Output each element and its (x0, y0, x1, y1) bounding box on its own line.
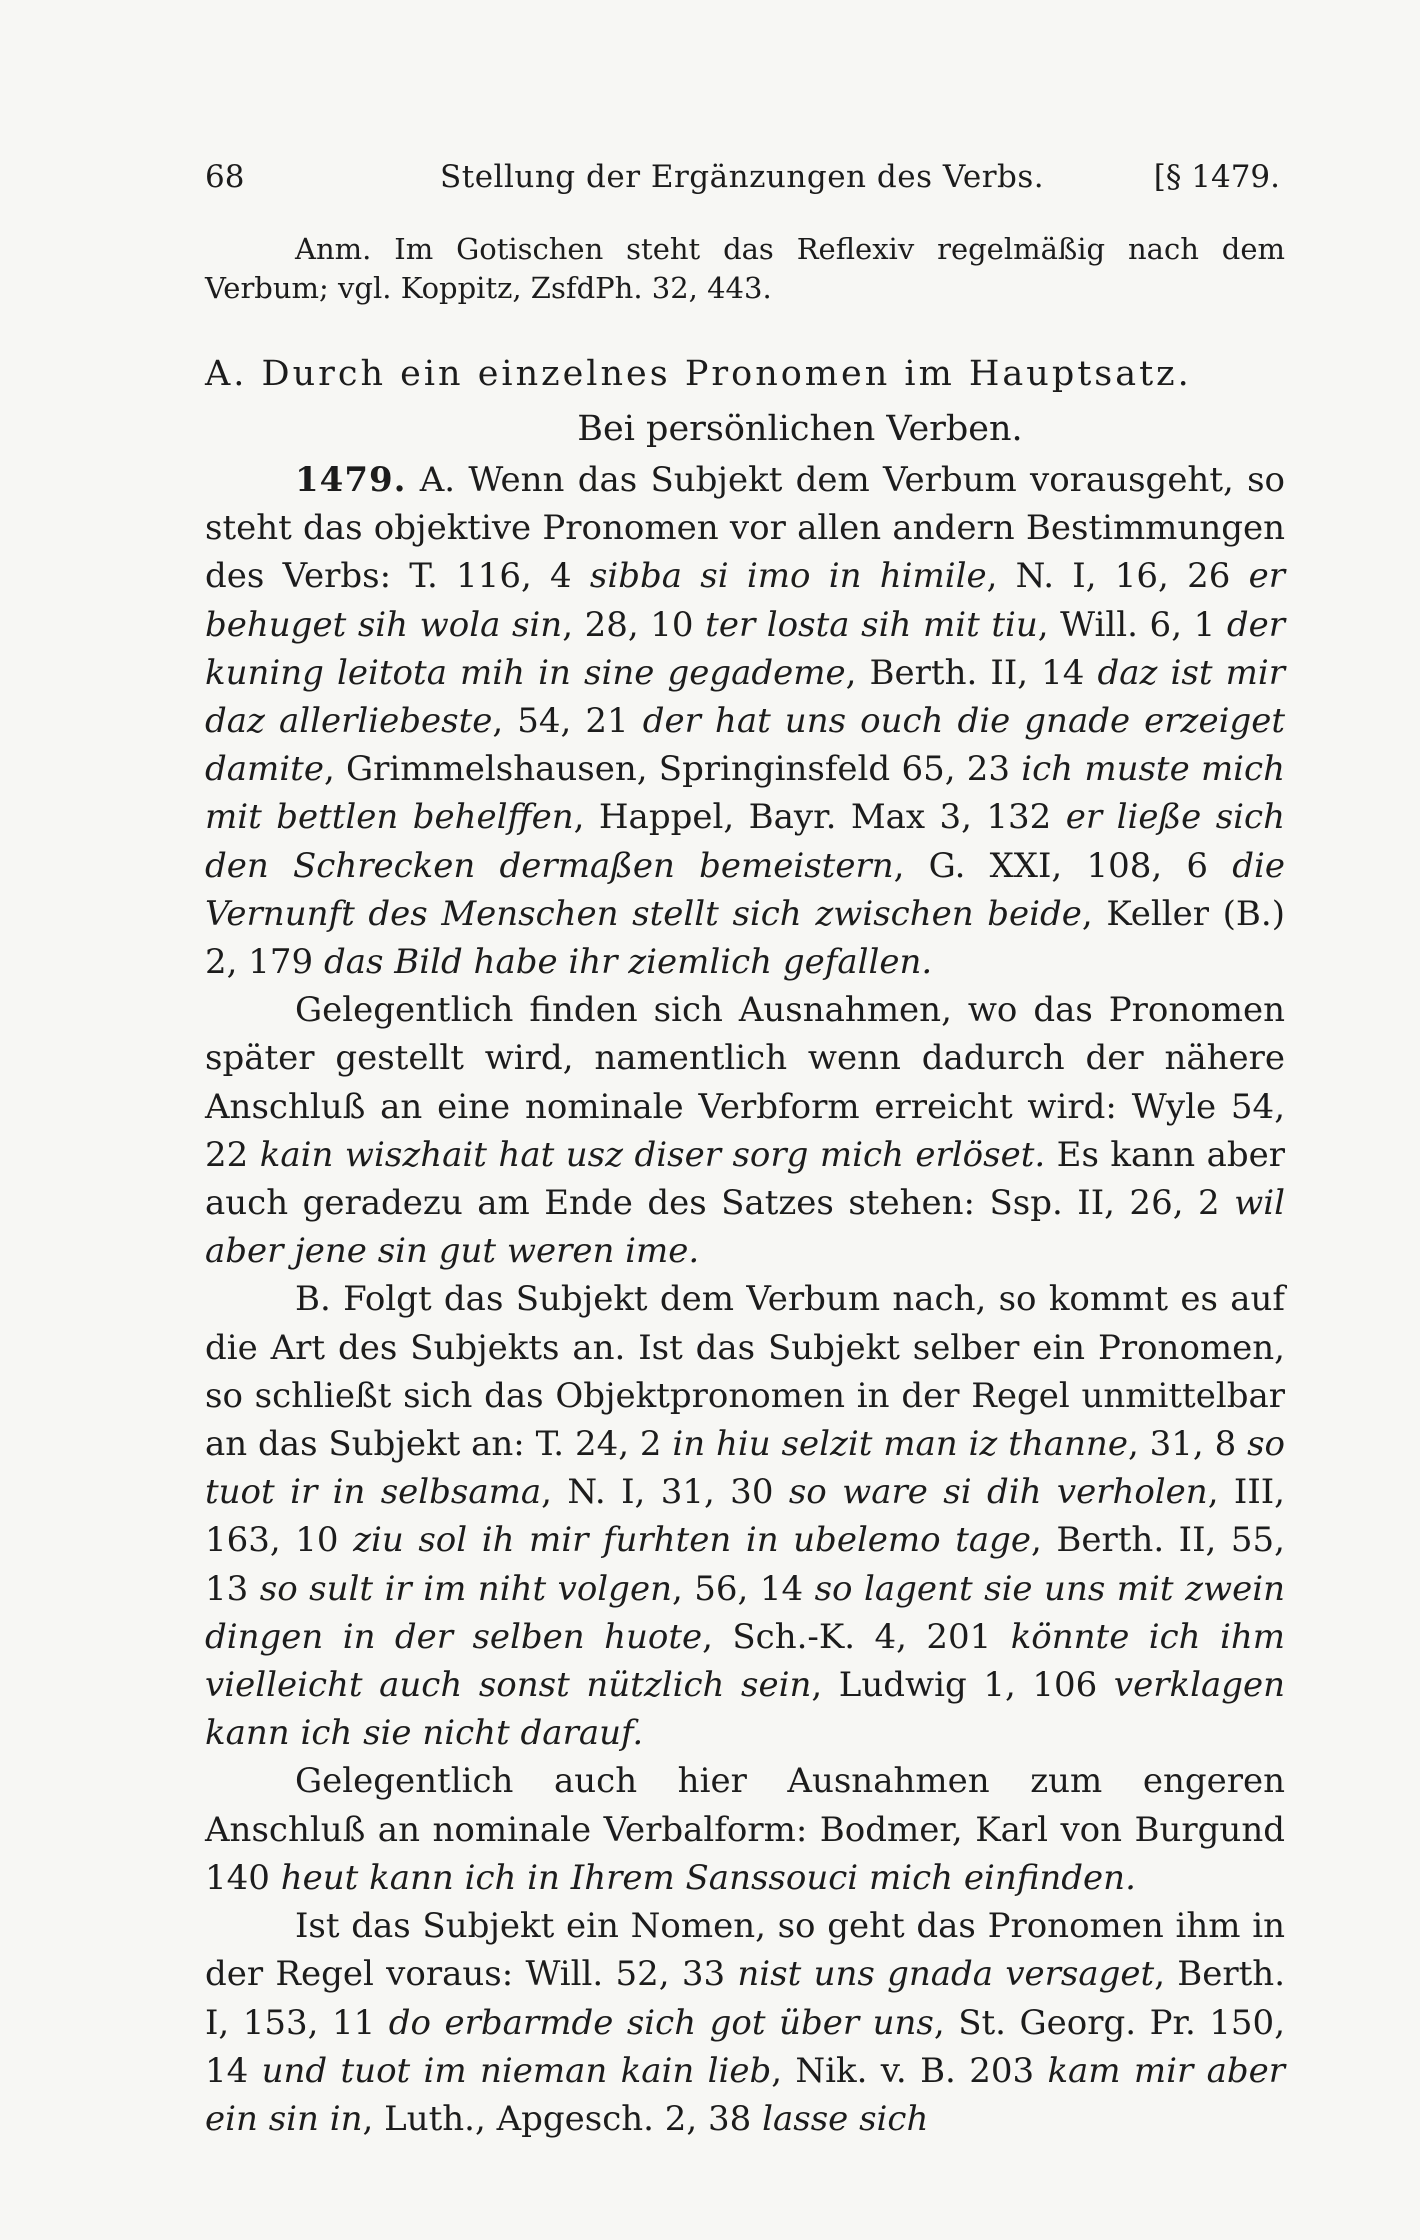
quoted-example: sibba si imo in himile (589, 556, 987, 597)
quoted-example: ich muste mich mit bettlen behelffen (205, 749, 1285, 838)
quoted-example: kam mir aber ein sin in (205, 2050, 1285, 2139)
annotation-label: Anm. (295, 232, 372, 266)
text-segment: , Berth. II, 55, 13 (205, 1520, 1285, 1609)
section-number: 1479. (295, 460, 407, 500)
text-segment: , Berth. II, 14 (845, 652, 1098, 693)
quoted-example: und tuot im nieman kain lieb (261, 2050, 772, 2091)
annotation-text: Im Gotischen steht das Reflexiv regelmäßig nach dem Verbum; vgl. Koppitz, ZsfdPh. 32, 443. (205, 232, 1286, 305)
text-segment: , Sch.-K. 4, 201 (702, 1616, 1011, 1657)
quoted-example: in hiu selzit man iz thanne (672, 1424, 1128, 1465)
quoted-example: die Vernunft des Menschen stellt sich zwischen beide (205, 845, 1285, 934)
quoted-example: nist uns gnada versaget (737, 1954, 1155, 1995)
quoted-example: do erbarmde sich got über uns (388, 2002, 934, 2043)
text-segment: A. Wenn das Subjekt dem Verbum vorausgeht, so steht das objektive Pronomen vor allen andern Bestimmungen des Verbs: T. 116, 4 (205, 460, 1285, 597)
quoted-example: daz ist mir daz allerliebeste (205, 652, 1286, 742)
text-segment: Ist das Subjekt ein Nomen, so geht das Pronomen ihm in der Regel voraus: Will. 52, 33 (205, 1906, 1285, 1995)
quoted-example: könnte ich ihm vielleicht auch sonst nützlich sein (205, 1616, 1285, 1706)
paragraph (205, 986, 1285, 1275)
quoted-example: er ließe sich den Schrecken dermaßen bemeistern (205, 797, 1285, 886)
text-segment: , 31, 8 (1127, 1424, 1248, 1465)
quoted-example: verklagen kann ich sie nicht darauf. (205, 1665, 1286, 1754)
quoted-example: ter losta sih mit tiu (705, 604, 1038, 645)
text-segment: Gelegentlich auch hier Ausnahmen zum engeren Anschluß an nominale Verbalform: Bodmer, Karl von Burgund 140 (205, 1761, 1285, 1898)
text-segment: Es kann aber auch geradezu am Ende des Satzes stehen: Ssp. II, 26, 2 (205, 1134, 1286, 1224)
quoted-example: so sult ir im niht volgen (259, 1568, 672, 1609)
paragraph-list (205, 456, 1285, 2143)
text-segment: , Keller (B.) 2, 179 (205, 893, 1285, 983)
paragraph (205, 1275, 1285, 1757)
text-segment: , Will. 6, 1 (1037, 604, 1227, 645)
main-text (205, 230, 1285, 2143)
text-segment: , Nik. v. B. 203 (771, 2050, 1048, 2091)
quoted-example: das Bild habe ihr ziemlich gefallen. (323, 942, 933, 983)
section-subheading: Bei persönlichen Verben. (577, 409, 1023, 449)
quoted-example: ziu sol ih mir furhten in ubelemo tage (353, 1520, 1032, 1561)
running-title: Stellung der Ergänzungen des Verbs. (440, 159, 1045, 195)
text-segment: , G. XXI, 108, 6 (893, 845, 1233, 886)
text-segment: , Ludwig 1, 106 (811, 1665, 1114, 1706)
quoted-example: kain wiszhait hat usz diser sorg mich erlöset. (259, 1134, 1046, 1175)
quoted-example: so ware si dih verholen (788, 1472, 1208, 1513)
paragraph (205, 1757, 1285, 1902)
text-segment: , N. I, 31, 30 (541, 1472, 789, 1513)
quoted-example: der kuning leitota mih in sine gegademe (205, 604, 1285, 693)
section-reference: [§ 1479. (1153, 159, 1280, 195)
quoted-example: so lagent sie uns mit zwein dingen in der selben huote (205, 1568, 1285, 1657)
quoted-example: so tuot ir in selbsama (205, 1424, 1285, 1513)
text-segment: , Grimmelshausen, Springinsfeld 65, 23 (323, 749, 1022, 790)
section-heading: A. Durch ein einzelnes Pronomen im Hauptsatz. (205, 354, 1192, 394)
text-segment: , Luth., Apgesch. 2, 38 (362, 2098, 763, 2139)
quoted-example: heut kann ich in Ihrem Sanssouci mich einfinden. (280, 1857, 1136, 1898)
quoted-example: der hat uns ouch die gnade erzeiget damite (205, 701, 1285, 790)
text-segment: , 56, 14 (671, 1568, 815, 1609)
quoted-example: er behuget sih wola sin (205, 556, 1286, 645)
quoted-example: wil aber jene sin gut weren ime. (205, 1183, 1285, 1272)
paragraph (205, 456, 1285, 986)
annotation-note (205, 230, 1285, 308)
running-header (205, 155, 1280, 199)
text-segment: , N. I, 16, 26 (986, 556, 1249, 597)
text-segment: , Happel, Bayr. Max 3, 132 (573, 797, 1066, 838)
text-segment: B. Folgt das Subjekt dem Verbum nach, so kommt es auf die Art des Subjekts an. Ist das Subjekt selber ein Pronomen, so schließt sich das Objektpronomen in der Regel unmittelbar an das Subjekt an: T. 24, 2 (205, 1279, 1285, 1465)
text-segment: , St. Georg. Pr. 150, 14 (205, 2002, 1285, 2091)
text-segment: , III, 163, 10 (205, 1472, 1285, 1561)
quoted-example: lasse sich (762, 2098, 929, 2139)
text-segment: , 54, 21 (492, 701, 643, 742)
text-segment: , Berth. I, 153, 11 (205, 1954, 1285, 2043)
text-segment: , 28, 10 (562, 604, 706, 645)
page-number: 68 (205, 159, 245, 195)
paragraph (205, 1902, 1285, 2143)
text-segment: Gelegentlich finden sich Ausnahmen, wo das Pronomen später gestellt wird, namentlich wenn dadurch der nähere Anschluß an eine nominale Verbform erreicht wird: Wyle 54, 22 (205, 990, 1285, 1175)
